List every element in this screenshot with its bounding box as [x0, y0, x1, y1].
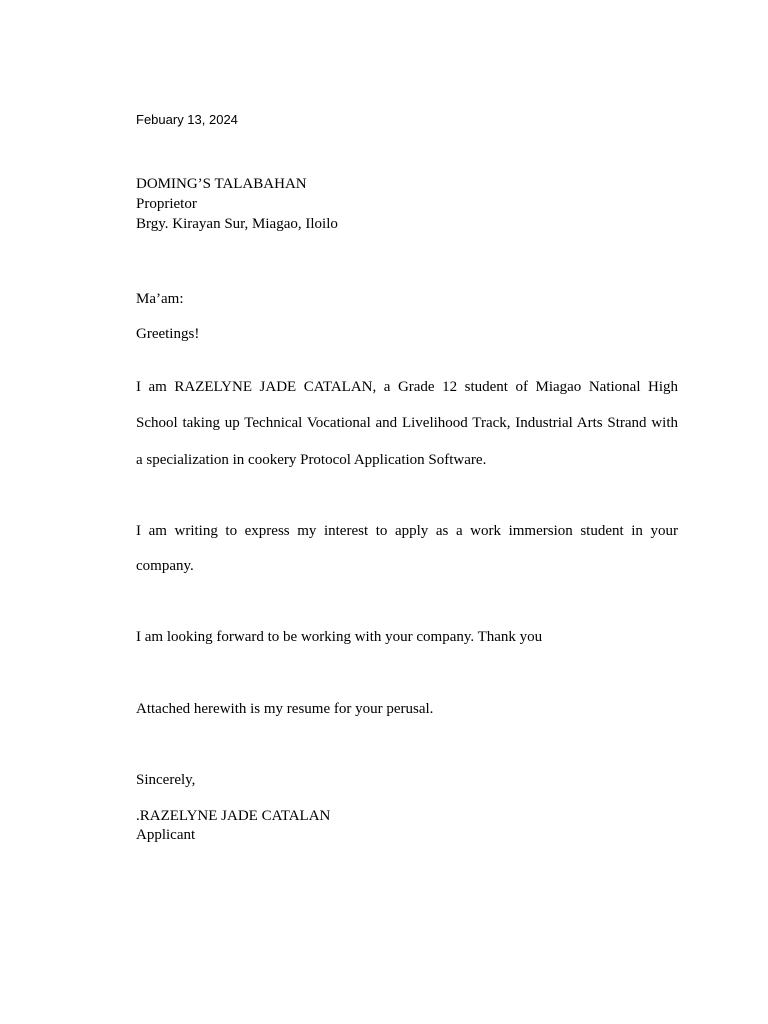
signature-name: .RAZELYNE JADE CATALAN	[136, 808, 331, 824]
letter-date: Febuary 13, 2024	[136, 112, 238, 127]
recipient-address: Brgy. Kirayan Sur, Miagao, Iloilo	[136, 216, 338, 232]
greeting: Greetings!	[136, 326, 200, 342]
paragraph-3: I am looking forward to be working with your company. Thank you	[136, 629, 543, 645]
recipient-name: DOMING’S TALABAHAN	[136, 176, 307, 192]
salutation: Ma’am:	[136, 291, 184, 307]
paragraph-2-line-1: I am writing to express my interest to apply as a work immersion student in your	[136, 523, 678, 539]
recipient-title: Proprietor	[136, 196, 197, 212]
paragraph-1-line-1: I am RAZELYNE JADE CATALAN, a Grade 12 student of Miagao National High	[136, 379, 678, 395]
closing: Sincerely,	[136, 772, 196, 788]
signature-role: Applicant	[136, 827, 196, 843]
paragraph-4: Attached herewith is my resume for your perusal.	[136, 701, 434, 717]
paragraph-2-line-2: company.	[136, 558, 194, 574]
paragraph-1-line-2: School taking up Technical Vocational and Livelihood Track, Industrial Arts Strand with	[136, 415, 678, 431]
paragraph-1-line-3: a specialization in cookery Protocol Application Software.	[136, 452, 487, 468]
